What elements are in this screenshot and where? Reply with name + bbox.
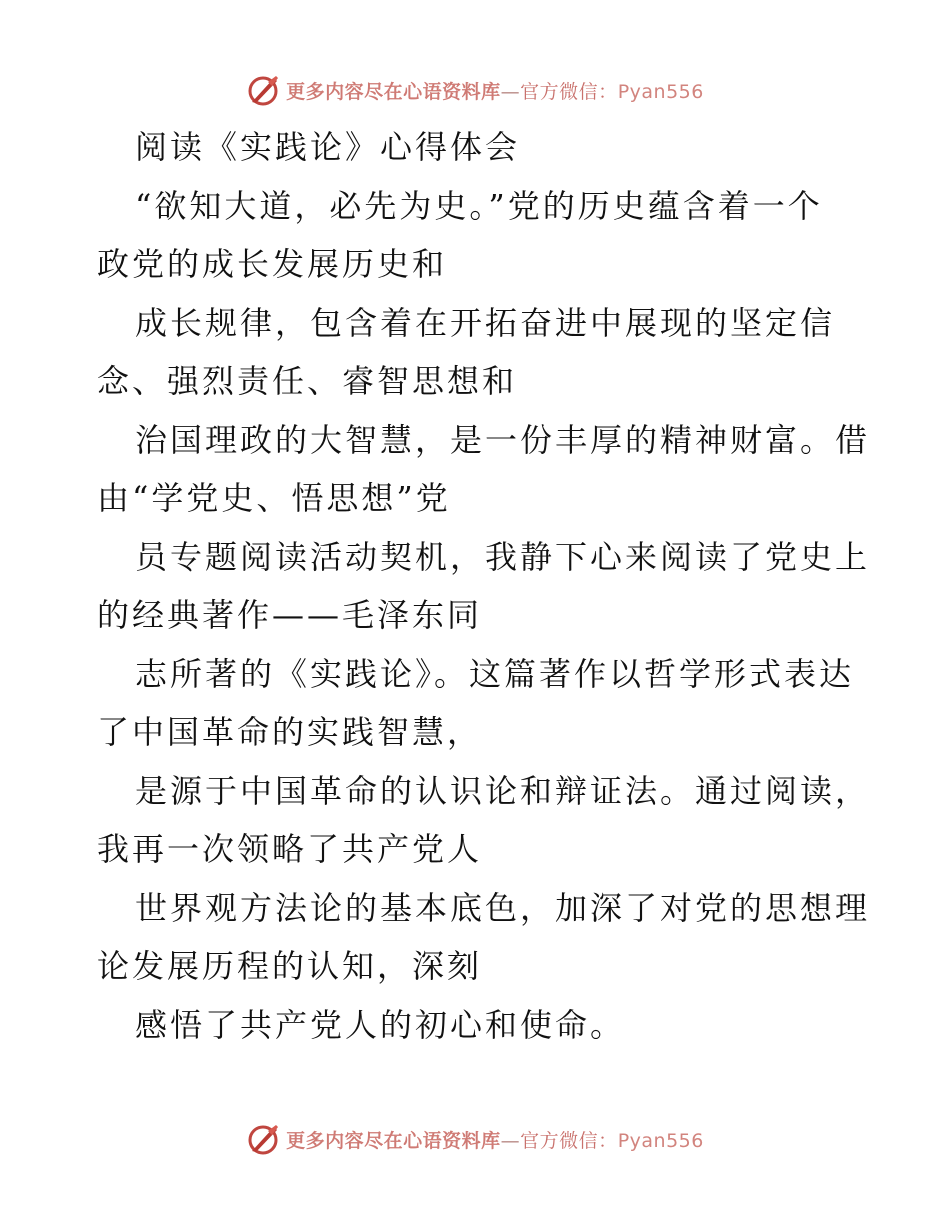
text-line: 志所著的《实践论》。这篇著作以哲学形式表达 xyxy=(135,655,855,693)
quill-circle-logo-icon xyxy=(246,1121,282,1157)
text-line: 论发展历程的认知，深刻 xyxy=(97,947,483,985)
watermark-text xyxy=(286,1126,704,1153)
text-line: 是源于中国革命的认识论和辩证法。通过阅读， xyxy=(135,772,871,810)
text-line: 的经典著作——毛泽东同 xyxy=(97,596,483,634)
watermark-sub-text: 官方微信： xyxy=(520,1129,618,1152)
text-line: 由“学党史、悟思想”党 xyxy=(97,479,451,517)
quill-circle-logo-icon xyxy=(246,72,282,108)
text-line: 员专题阅读活动契机，我静下心来阅读了党史上 xyxy=(135,538,871,576)
header-watermark xyxy=(0,70,950,110)
watermark-id: Pyan556 xyxy=(617,80,704,103)
watermark-sub-text: 官方微信： xyxy=(520,80,618,103)
footer-watermark xyxy=(0,1119,950,1159)
watermark-id: Pyan556 xyxy=(617,1129,704,1152)
watermark-main-text: 更多内容尽在心语资料库 xyxy=(286,1129,501,1152)
watermark-main-text: 更多内容尽在心语资料库 xyxy=(286,80,501,103)
text-line: 我再一次领略了共产党人 xyxy=(97,830,483,868)
text-line: 成长规律，包含着在开拓奋进中展现的坚定信 xyxy=(135,304,836,342)
text-line: “欲知大道，必先为史。”党的历史蕴含着一个 xyxy=(135,187,823,225)
watermark-text xyxy=(286,77,704,104)
document-title: 阅读《实践论》心得体会 xyxy=(135,128,521,166)
text-line: 感悟了共产党人的初心和使命。 xyxy=(135,1006,626,1044)
watermark-separator: — xyxy=(500,80,521,103)
text-line: 政党的成长发展历史和 xyxy=(97,245,448,283)
text-line: 念、强烈责任、睿智思想和 xyxy=(97,362,518,400)
text-line: 世界观方法论的基本底色，加深了对党的思想理 xyxy=(135,889,871,927)
watermark-separator: — xyxy=(500,1129,521,1152)
text-line: 治国理政的大智慧，是一份丰厚的精神财富。借 xyxy=(135,421,871,459)
text-line: 了中国革命的实践智慧， xyxy=(97,713,483,751)
